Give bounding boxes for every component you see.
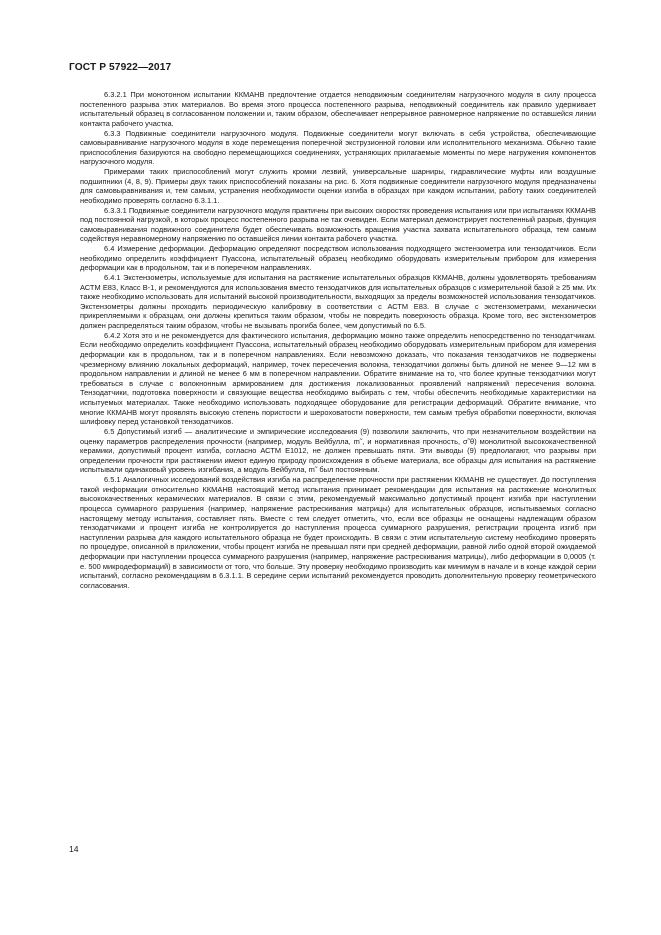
paragraph-6-4-2: 6.4.2 Хотя это и не рекомендуется для фактического испытания, деформацию можно также определить непосредственно по тензодатчикам. Если необходимо определить коэффициент Пуассона, испытательный образец необходимо оборудовать измерительным прибором для измерения деформации как в продольном, так и в поперечном направлениях. Если невозможно доказать, что показания тензодатчиков не подвержены чрезмерному влиянию локальных деформаций, например, точек пересечения волокна, тензодатчики должны быть длиной не менее 9—12 мм в продольном направлении и длиной не менее 6 мм в поперечном направлении. Обратите внимание на то, что более крупные тензодатчики могут требоваться в случае с волокнонным армированием для достижения локализованных проявлений напряжений пересечения волокна. Тензодатчики, подготовка поверхности и связующие вещества необходимо выбирать с тем, чтобы обеспечить необходимые характеристики на испытуемых материалах. Также необходимо использовать подходящее оборудование для регистрации деформаций. Обратите внимание, что многие ККМАНВ могут проявлять высокую степень пористости и шероховатости поверхности, тем самым требуя обработки поверхности, включая шлифовку перед установкой тензодатчиков. [80,330,596,427]
paragraph-6-5: 6.5 Допустимый изгиб — аналитические и эмпирические исследования (9) позволили заключить, что при незначительном воздействии на оценку параметров распределения прочности (например, модуль Вейбулла, m˜, и нормативная прочность, σ˜θ) монолитной высококачественной керамики, допустимый процент изгиба, согласно АСТМ Е1012, не должен превышать пяти. Эти выводы (9) предполагают, что разрывы при определении прочности при растяжении имеют единую природу происхождения в объеме материала, все образцы для испытания на растяжение испытывали одинаковый уровень изгибания, а модуль Вейбулла, m˜ был постоянным. [80,426,596,475]
paragraph-6-3-3-1: 6.3.3.1 Подвижные соединители нагрузочного модуля практичны при высоких скоростях проведения испытания или при испытаниях ККМАНВ под постоянной нагрузкой, в которых процесс постепенного разрыва не так очевиден. Если материал демонстрирует постепенный разрыв, функция самовыравнивания подвижного соединителя будет обеспечивать возможность вращения участка захвата испытательного образца, тем самым содействуя неравномерному напряжению по оставшейся линии контакта рабочего участка. [80,205,596,244]
document-body [80,90,596,591]
paragraph-6-4: 6.4 Измерение деформации. Деформацию определяют посредством использования подходящего экстензометра или тензодатчиков. Если необходимо определить коэффициент Пуассона, испытательный образец необходимо оборудовать измерительным прибором для измерения деформации как в продольном, так и в поперечном направлениях. [80,244,596,273]
paragraph-6-3-2-1: 6.3.2.1 При монотонном испытании ККМАНВ предпочтение отдается неподвижным соединителям нагрузочного модуля в силу процесса постепенного разрыва этих материалов. Во время этого процесса постепенного разрыва, неподвижный соединитель как правило удерживает испытательный образец в согласованном положении и, таким образом, обеспечивает непрерывное равномерное напряжение по оставшейся линии контакта рабочего участка. [80,90,596,128]
document-header: ГОСТ Р 57922—2017 [69,62,172,73]
page-number: 14 [69,844,79,854]
paragraph-examples: Примерами таких приспособлений могут служить кромки лезвий, универсальные шарниры, гидравлические муфты или воздушные подшипники (4, 8, 9). Примеры двух таких приспособлений показаны на рис. 6. Хотя подвижные соединители нагрузочного модуля предназначены для самовыравнивания и, тем самым, устранения необходимости оценки изгиба в образцах при каждом испытании, работу таких соединителей необходимо проверять согласно 6.3.1.1. [80,167,596,205]
paragraph-6-3-3: 6.3.3 Подвижные соединители нагрузочного модуля. Подвижные соединители могут включать в себя устройства, обеспечивающие самовыравнивание нагрузочного модуля в ходе перемещения поперечной экструзионной головки или исполнительного механизма. Обычно такие приспособления базируются на свободно перемещающихся соединениях, устраняющих прилагаемые моменты по мере нагружения компонентов нагрузочного модуля. [80,128,596,167]
paragraph-6-5-1: 6.5.1 Аналогичных исследований воздействия изгиба на распределение прочности при растяжении ККМАНВ не существует. До поступления такой информации относительно ККМАНВ настоящий метод испытания принимает рекомендации для испытания на растяжение монолитных высококачественных керамических материалов. В связи с этим, рекомендуемый максимально допустимый процент изгиба при наступлении процесса суммарного разрушения (например, напряжение растрескивания матрицы) для испытательных образцов, испытываемых согласно настоящему методу испытания, составляет пять. Вместе с тем следует отметить, что, если все образцы не оснащены надлежащим образом тензодатчиками и процент изгиба не контролируется до наступления процесса суммарного разрушения, регистрации процента изгиб при наступлении разрыва для каждого испытательного образца не будет происходить. В связи с этим испытательную систему необходимо проверять по процедуре, описанной в приложении, чтобы процент изгиба не превышал пяти при средней деформации, равной либо одной второй ожидаемой деформации при наступлении процесса суммарного разрушения (например, напряжение растрескивания матрицы), либо деформации в 0,0005 (т. е. 500 микродеформаций) в зависимости от того, что больше. Эту проверку необходимо производить как минимум в начале и в конце каждой серии испытаний, согласно рекомендациям в 6.3.1.1. В середине серии испытаний рекомендуется проводить дополнительную проверку геометрического согласования. [80,475,596,590]
paragraph-6-4-1: 6.4.1 Экстензометры, используемые для испытания на растяжение испытательных образцов ККМАНВ, должны удовлетворять требованиям АСТМ Е83, Класс В-1, и рекомендуются для использования вместо тензодатчиков для испытательных образцов с измерительной базой ≥ 25 мм. Их также необходимо использовать для испытаний высокой производительности, выходящих за пределы возможностей использования тензодатчиков. Экстензометры должны проходить периодическую калибровку в соответствии с АСТМ Е83. В случае с экстензометрами, механически прикрепляемыми к образцам, они должны крепиться таким образом, чтобы не повредить поверхность образца. Кроме того, вес экстензометров должен распределяться таким образом, чтобы не вызывать прогиба более, чем допустимый по 6.5. [80,272,596,330]
